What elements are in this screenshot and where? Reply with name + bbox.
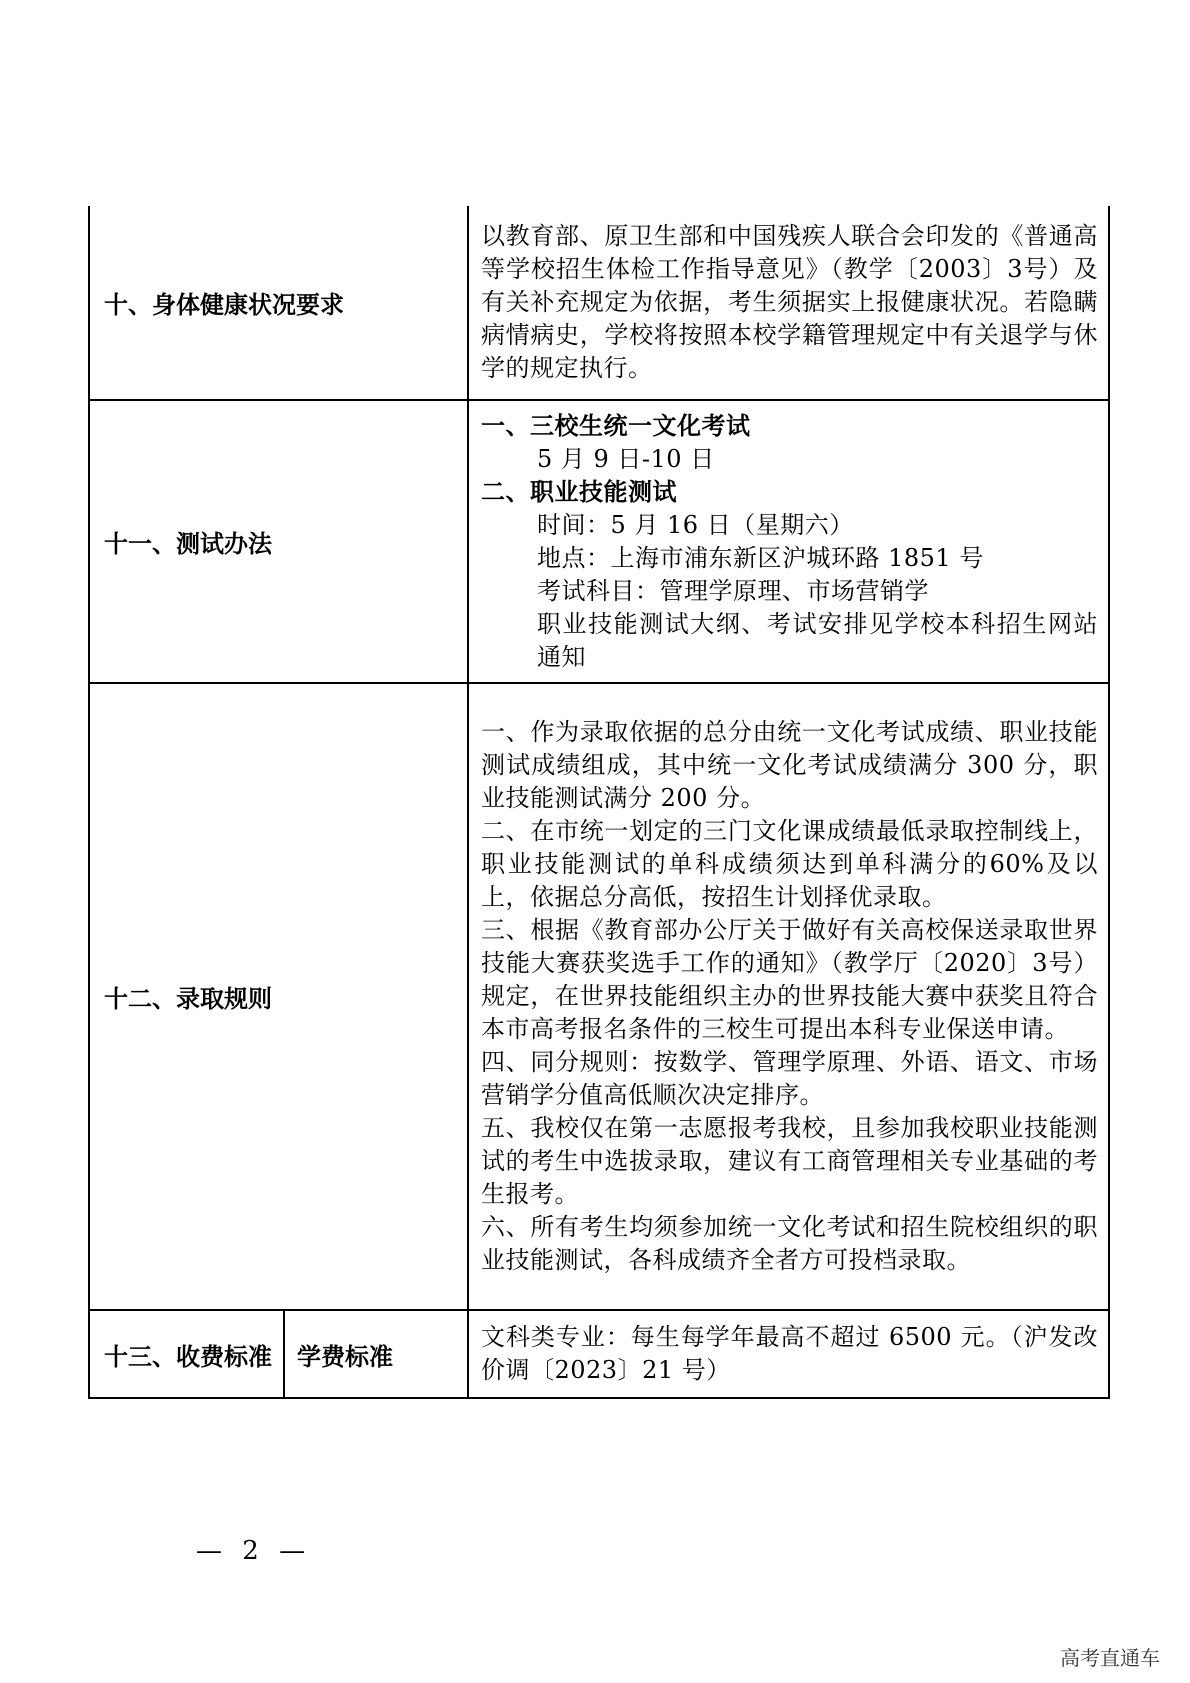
row-label-fees: 十三、收费标准 [89, 1310, 284, 1398]
skills-test-time: 时间：5 月 16 日（星期六） [537, 510, 854, 539]
table-row [89, 400, 1109, 683]
tuition-text: 文科类专业：每生每学年最高不超过 6500 元。（沪发改价调〔2023〕21 号） [481, 1323, 1098, 1384]
skills-test-location: 地点：上海市浦东新区沪城环路 1851 号 [537, 543, 984, 572]
test-method [468, 400, 1109, 683]
row-label-admission-rules: 十二、录取规则 [89, 683, 468, 1310]
tuition-standard [468, 1310, 1109, 1398]
admission-rule: 六、所有考生均须参加统一文化考试和招生院校组织的职业技能测试，各科成绩齐全者方可投档录取。 [481, 1213, 1098, 1274]
table-row [89, 1310, 1109, 1398]
admission-rule: 五、我校仅在第一志愿报考我校，且参加我校职业技能测试的考生中选拔录取，建议有工商管理相关专业基础的考生报考。 [481, 1114, 1098, 1208]
admission-rule: 三、根据《教育部办公厅关于做好有关高校保送录取世界技能大赛获奖选手工作的通知》（教学厅〔2020〕3号）规定，在世界技能组织主办的世界技能大赛中获奖且符合本市高考报名条件的三校生可提出本科专业保送申请。 [481, 916, 1098, 1043]
admission-rule: 一、作为录取依据的总分由统一文化考试成绩、职业技能测试成绩组成，其中统一文化考试成绩满分 300 分，职业技能测试满分 200 分。 [481, 718, 1098, 812]
skills-test-subjects: 考试科目：管理学原理、市场营销学 [537, 576, 929, 605]
unified-exam-heading: 一、三校生统一文化考试 [481, 411, 751, 440]
health-requirements-text: 以教育部、原卫生部和中国残疾人联合会印发的《普通高等学校招生体检工作指导意见》（教学〔2003〕3号）及有关补充规定为依据，考生须据实上报健康状况。若隐瞒病情病史，学校将按照本校学籍管理规定中有关退学与休学的规定执行。 [481, 222, 1098, 382]
admission-rules [468, 683, 1109, 1310]
table-row [89, 206, 1109, 400]
table-row [89, 683, 1109, 1310]
page-number: — 2 — [196, 1536, 312, 1566]
row-label-test-method: 十一、测试办法 [89, 400, 468, 683]
admission-rule: 二、在市统一划定的三门文化课成绩最低录取控制线上，职业技能测试的单科成绩须达到单科满分的60%及以上，依据总分高低，按招生计划择优录取。 [481, 817, 1098, 911]
admission-info-table [88, 206, 1110, 1399]
row-label-health: 十、身体健康状况要求 [89, 206, 468, 400]
admission-rule: 四、同分规则：按数学、管理学原理、外语、语文、市场营销学分值高低顺次决定排序。 [481, 1048, 1098, 1109]
unified-exam-date: 5 月 9 日-10 日 [537, 444, 715, 473]
skills-test-notice: 职业技能测试大纲、考试安排见学校本科招生网站通知 [537, 609, 1098, 671]
tuition-label: 学费标准 [284, 1310, 468, 1398]
skills-test-heading: 二、职业技能测试 [481, 477, 677, 506]
health-requirements [468, 206, 1109, 400]
watermark: 高考直通车 [1060, 1646, 1160, 1670]
